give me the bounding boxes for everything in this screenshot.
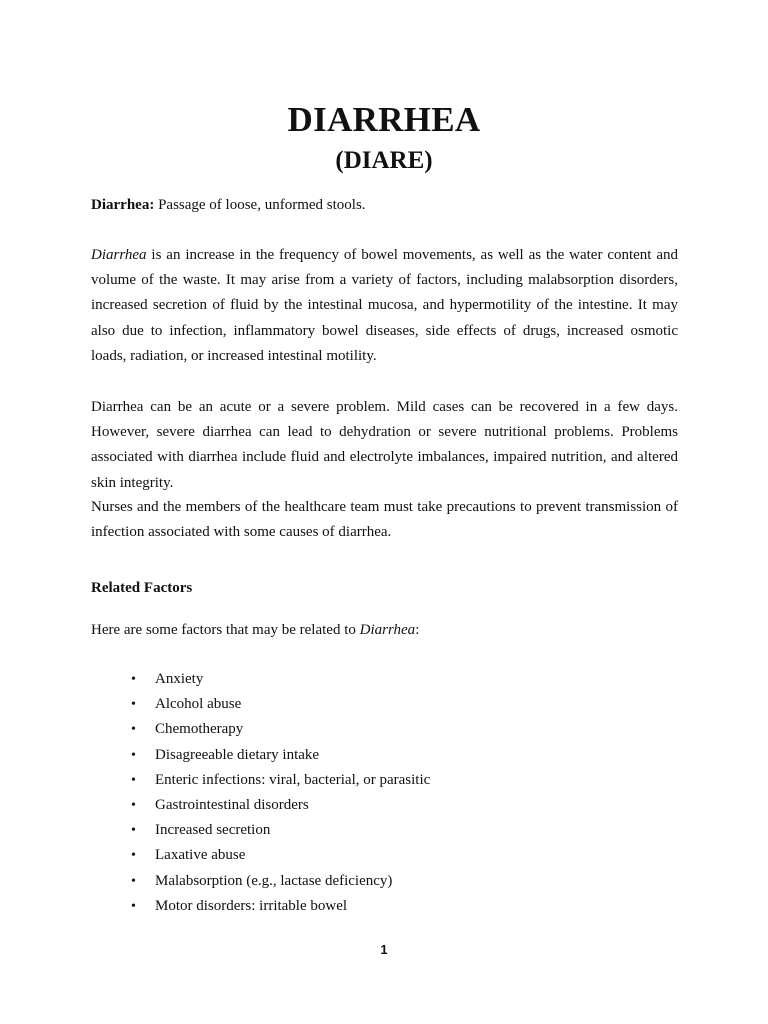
factor-text: Alcohol abuse — [155, 696, 242, 713]
list-item — [91, 843, 678, 868]
definition-paragraph — [91, 193, 678, 218]
list-item — [91, 818, 678, 843]
factor-text: Motor disorders: irritable bowel — [155, 897, 348, 914]
intro-prefix: Here are some factors that may be related to — [91, 622, 360, 638]
paragraph-precautions: Nurses and the members of the healthcare team must take precautions to prevent transmission of infection associated with some causes of diarrhea. — [91, 499, 678, 541]
bullet-icon: • — [131, 873, 136, 889]
factor-text: Disagreeable dietary intake — [155, 746, 320, 763]
list-item — [91, 793, 678, 818]
related-factors-intro — [91, 618, 678, 643]
bullet-icon: • — [131, 697, 136, 713]
related-factors-list — [91, 667, 678, 919]
bullet-icon: • — [131, 747, 136, 763]
list-item — [91, 743, 678, 768]
paragraph-description — [91, 243, 678, 369]
factor-text: Chemotherapy — [155, 721, 244, 738]
bullet-icon: • — [131, 898, 136, 914]
intro-term: Diarrhea — [359, 622, 416, 638]
list-item — [91, 667, 678, 692]
bullet-icon: • — [131, 848, 136, 864]
definition-text: Passage of loose, unformed stools. — [154, 197, 366, 213]
bullet-icon: • — [131, 722, 136, 738]
page-number: 1 — [380, 942, 388, 957]
document-subtitle: (DIARE) — [335, 147, 433, 174]
factor-text: Anxiety — [155, 671, 204, 687]
section-heading-related-factors: Related Factors — [91, 580, 193, 596]
definition-term: Diarrhea: — [91, 197, 155, 213]
factor-text: Increased secretion — [155, 822, 271, 839]
factor-text: Gastrointestinal disorders — [155, 796, 309, 813]
factor-text: Enteric infections: viral, bacterial, or parasitic — [155, 771, 431, 788]
bullet-icon: • — [131, 823, 136, 839]
factor-text: Laxative abuse — [155, 847, 246, 864]
bullet-icon: • — [131, 772, 136, 788]
list-item — [91, 768, 678, 793]
document-title: DIARRHEA — [287, 100, 481, 139]
list-item — [91, 869, 678, 894]
list-item — [91, 692, 678, 717]
paragraph-severity: Diarrhea can be an acute or a severe problem. Mild cases can be recovered in a few days. However, severe diarrhea can lead to dehydration or severe nutritional problems. Problems associated with diarrhea include fluid and electrolyte imbalances, impaired nutrition, and altered skin integrity. — [91, 399, 678, 491]
list-item — [91, 717, 678, 742]
bullet-icon: • — [131, 797, 136, 813]
paragraph-description-term: Diarrhea — [91, 247, 147, 263]
list-item — [91, 894, 678, 919]
factor-text: Malabsorption (e.g., lactase deficiency) — [155, 872, 393, 889]
bullet-icon: • — [131, 672, 136, 687]
paragraph-description-text: is an increase in the frequency of bowel movements, as well as the water content and volume of the waste. It may arise from a variety of factors, including malabsorption disorders, increased secretion of fluid by the intestinal mucosa, and hypermotility of the intestine. It may also due to infection, inflammatory bowel diseases, side effects of drugs, increased osmotic loads, radiation, or increased intestinal motility. — [91, 247, 678, 364]
intro-suffix: : — [415, 622, 420, 638]
